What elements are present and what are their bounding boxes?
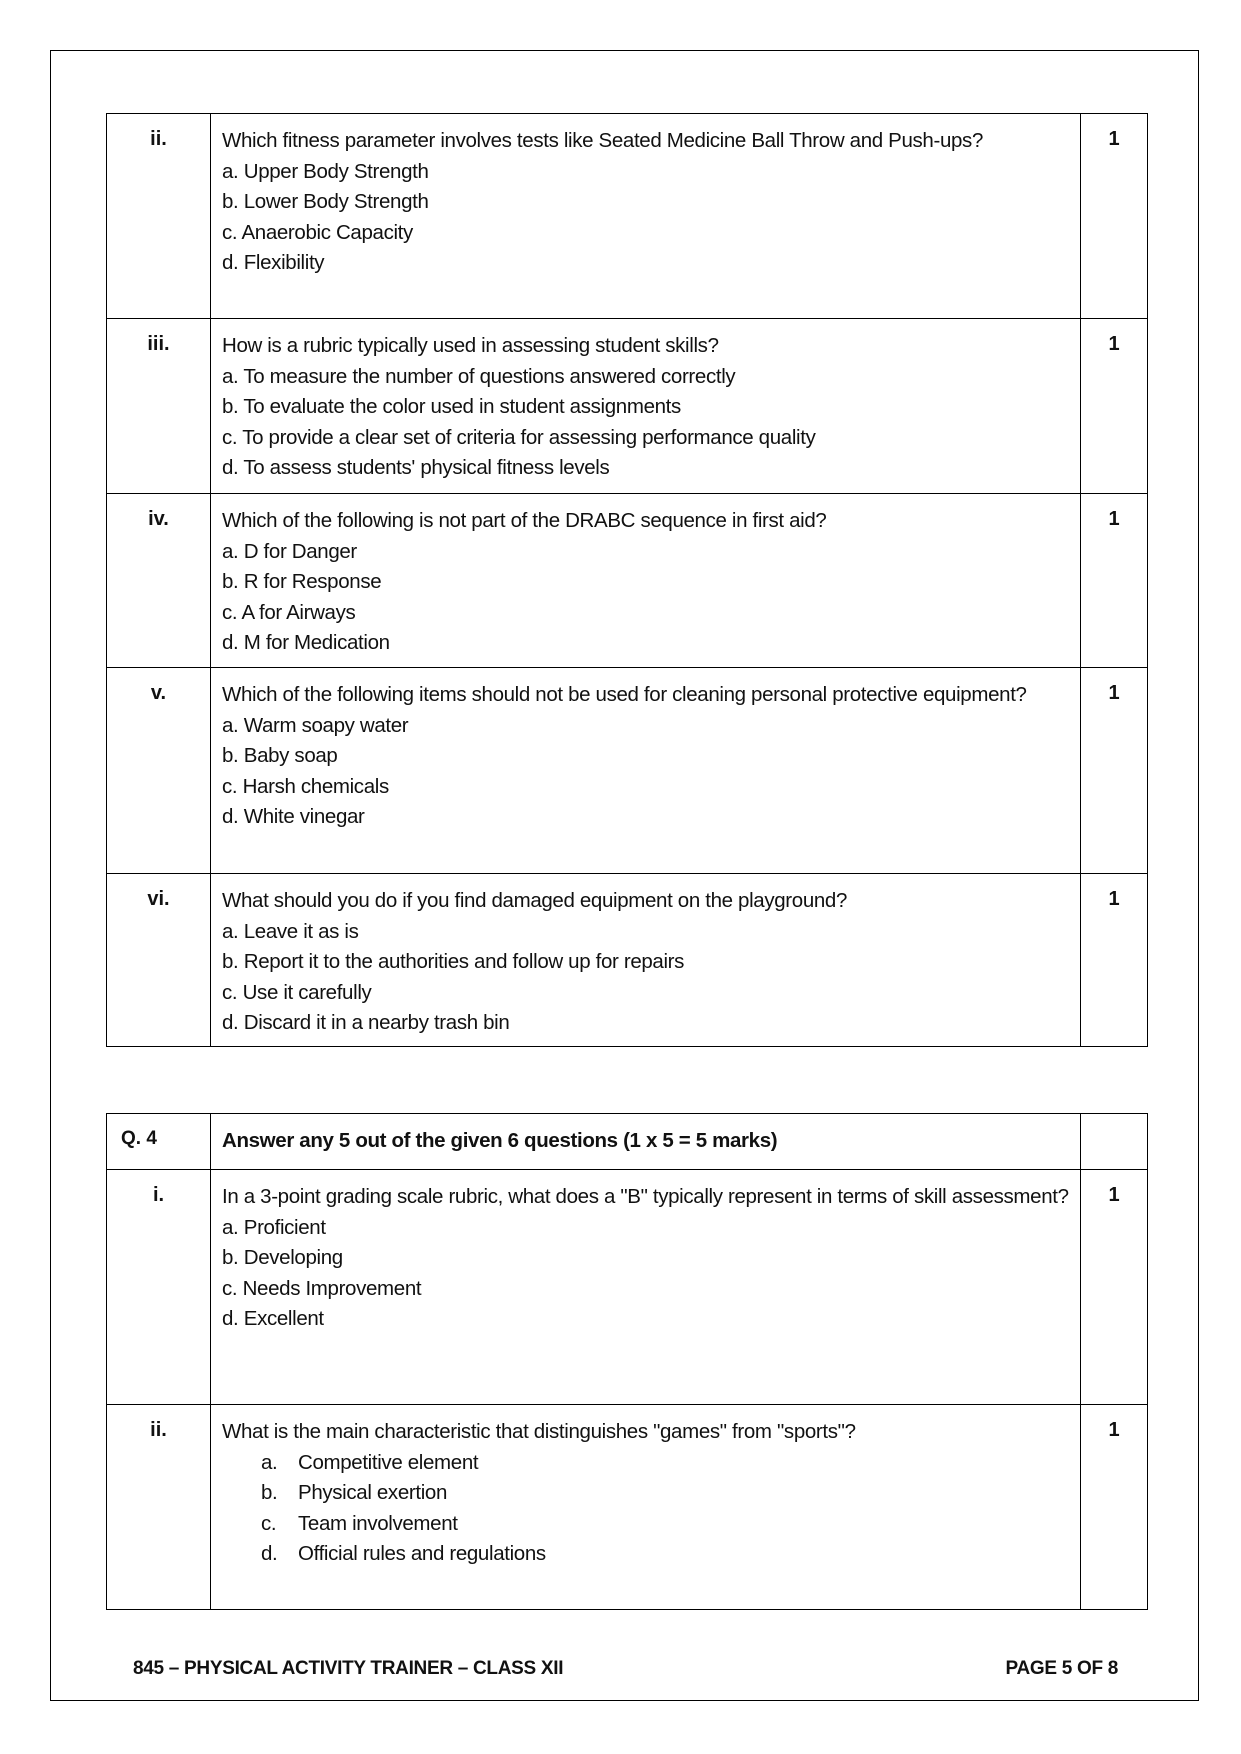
question-marks: 1 bbox=[1081, 319, 1148, 494]
question-row bbox=[107, 668, 1148, 874]
question-number: v. bbox=[107, 668, 211, 874]
section-number: Q. 4 bbox=[107, 1114, 211, 1170]
question-text: How is a rubric typically used in assessing student skills? bbox=[222, 334, 719, 357]
option-b: b. To evaluate the color used in student assignments bbox=[222, 395, 681, 418]
option-b: b. Lower Body Strength bbox=[222, 190, 429, 213]
option-text: Official rules and regulations bbox=[298, 1542, 546, 1565]
option-text: Physical exertion bbox=[298, 1481, 448, 1504]
question-cell bbox=[211, 874, 1081, 1047]
option-label: d. bbox=[261, 1542, 278, 1565]
option-c: c. A for Airways bbox=[222, 600, 356, 624]
option-d bbox=[222, 1539, 1070, 1570]
option-c bbox=[222, 1509, 1070, 1540]
section-marks bbox=[1081, 1114, 1148, 1170]
option-a: a. To measure the number of questions answered correctly bbox=[222, 364, 736, 388]
option-a bbox=[222, 1448, 1070, 1479]
question-text: In a 3-point grading scale rubric, what does a "B" typically represent in terms of skill assessment? bbox=[222, 1185, 1069, 1208]
question-text: What is the main characteristic that distinguishes "games" from "sports"? bbox=[222, 1420, 856, 1443]
option-c: c. Needs Improvement bbox=[222, 1276, 422, 1300]
question-row bbox=[107, 1405, 1148, 1610]
question-marks: 1 bbox=[1081, 1405, 1148, 1610]
footer-page-number: PAGE 5 OF 8 bbox=[1005, 1658, 1118, 1679]
option-c: c. Anaerobic Capacity bbox=[222, 220, 413, 244]
question-cell bbox=[211, 1170, 1081, 1405]
question-table-q4 bbox=[106, 1113, 1148, 1610]
question-number: ii. bbox=[107, 114, 211, 319]
question-row bbox=[107, 494, 1148, 668]
question-number: iii. bbox=[107, 319, 211, 494]
option-c: c. To provide a clear set of criteria for assessing performance quality bbox=[222, 425, 816, 449]
question-marks: 1 bbox=[1081, 668, 1148, 874]
question-number: vi. bbox=[107, 874, 211, 1047]
option-b bbox=[222, 1478, 1070, 1509]
question-marks: 1 bbox=[1081, 114, 1148, 319]
question-row bbox=[107, 874, 1148, 1047]
option-d: d. Flexibility bbox=[222, 251, 325, 274]
section-instruction: Answer any 5 out of the given 6 questions (1 x 5 = 5 marks) bbox=[211, 1114, 1081, 1170]
question-marks: 1 bbox=[1081, 1170, 1148, 1405]
question-marks: 1 bbox=[1081, 874, 1148, 1047]
question-row bbox=[107, 319, 1148, 494]
option-label: b. bbox=[261, 1481, 278, 1504]
option-a: a. Upper Body Strength bbox=[222, 159, 429, 183]
option-d: d. Discard it in a nearby trash bin bbox=[222, 1011, 510, 1034]
question-number: i. bbox=[107, 1170, 211, 1405]
question-row bbox=[107, 114, 1148, 319]
option-text: Competitive element bbox=[298, 1450, 479, 1474]
option-d: d. M for Medication bbox=[222, 631, 390, 654]
question-table-continued bbox=[106, 113, 1148, 1047]
footer-course-title: 845 – PHYSICAL ACTIVITY TRAINER – CLASS XII bbox=[133, 1658, 564, 1679]
option-d: d. Excellent bbox=[222, 1307, 324, 1330]
question-number: ii. bbox=[107, 1405, 211, 1610]
option-label: c. bbox=[261, 1511, 277, 1535]
question-cell bbox=[211, 668, 1081, 874]
option-b: b. Report it to the authorities and follow up for repairs bbox=[222, 950, 685, 973]
question-cell bbox=[211, 494, 1081, 668]
question-marks: 1 bbox=[1081, 494, 1148, 668]
option-b: b. Baby soap bbox=[222, 744, 338, 767]
question-cell bbox=[211, 114, 1081, 319]
question-text: Which of the following is not part of the DRABC sequence in first aid? bbox=[222, 509, 827, 532]
option-b: b. Developing bbox=[222, 1246, 343, 1269]
option-c: c. Use it carefully bbox=[222, 980, 372, 1004]
option-d: d. To assess students' physical fitness levels bbox=[222, 456, 610, 479]
option-d: d. White vinegar bbox=[222, 805, 365, 828]
question-text: Which of the following items should not be used for cleaning personal protective equipment? bbox=[222, 683, 1027, 706]
option-a: a. Warm soapy water bbox=[222, 713, 409, 737]
option-a: a. D for Danger bbox=[222, 539, 357, 563]
option-text: Team involvement bbox=[298, 1511, 458, 1535]
question-row bbox=[107, 1170, 1148, 1405]
option-c: c. Harsh chemicals bbox=[222, 774, 389, 798]
option-b: b. R for Response bbox=[222, 570, 382, 593]
option-a: a. Leave it as is bbox=[222, 919, 359, 943]
question-text: Which fitness parameter involves tests like Seated Medicine Ball Throw and Push-ups? bbox=[222, 129, 983, 152]
question-number: iv. bbox=[107, 494, 211, 668]
option-a: a. Proficient bbox=[222, 1215, 326, 1239]
option-label: a. bbox=[261, 1450, 278, 1474]
question-text: What should you do if you find damaged equipment on the playground? bbox=[222, 889, 848, 912]
section-header-row bbox=[107, 1114, 1148, 1170]
question-cell bbox=[211, 319, 1081, 494]
question-cell bbox=[211, 1405, 1081, 1610]
